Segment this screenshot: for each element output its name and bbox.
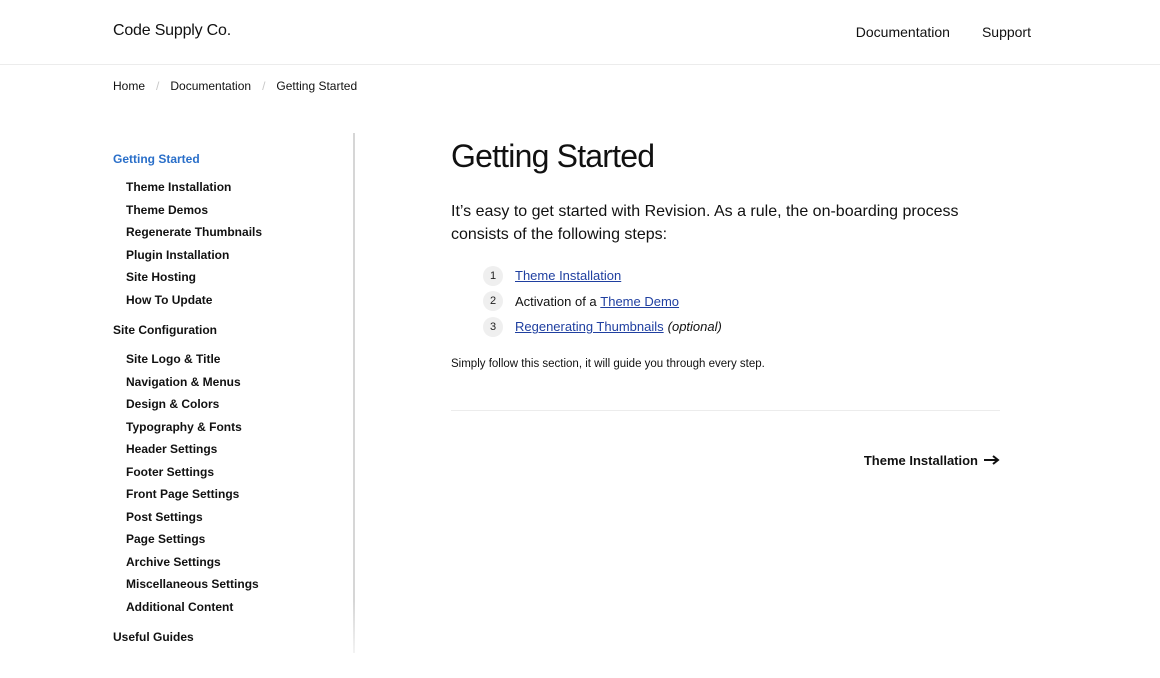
step-link-theme-installation[interactable]: Theme Installation — [515, 268, 622, 284]
sidebar-item-post-settings[interactable]: Post Settings — [126, 509, 203, 524]
list-item — [126, 203, 262, 226]
list-item — [126, 442, 259, 465]
step-text: Activation of a — [515, 293, 601, 309]
sidebar-item-navigation-menus[interactable]: Navigation & Menus — [126, 374, 241, 389]
arrow-right-icon — [984, 453, 1000, 468]
breadcrumb-separator: / — [262, 79, 266, 93]
list-item — [483, 314, 1000, 340]
guide-note: Simply follow this section, it will guide you through every step. — [451, 357, 765, 370]
list-item — [126, 532, 259, 555]
sidebar-item-archive-settings[interactable]: Archive Settings — [126, 554, 221, 569]
steps-list — [451, 263, 1000, 340]
sidebar-item-theme-installation[interactable]: Theme Installation — [126, 180, 232, 194]
sidebar-section-site-configuration[interactable]: Site Configuration — [113, 323, 217, 337]
brand-logo[interactable]: Code Supply Co. — [113, 22, 231, 39]
sidebar-item-page-settings[interactable]: Page Settings — [126, 532, 206, 546]
sidebar-item-site-logo-title[interactable]: Site Logo & Title — [126, 352, 221, 366]
step-link-theme-demo[interactable]: Theme Demo — [600, 293, 680, 309]
sidebar-item-plugin-installation[interactable]: Plugin Installation — [126, 247, 230, 262]
sidebar-list-site-configuration — [126, 352, 259, 622]
list-item — [126, 352, 259, 375]
breadcrumb-current: Getting Started — [276, 79, 358, 93]
page-title: Getting Started — [451, 138, 655, 174]
nav-documentation[interactable]: Documentation — [855, 24, 950, 40]
breadcrumb-documentation[interactable]: Documentation — [170, 79, 252, 93]
list-item — [126, 293, 262, 316]
sidebar-section-getting-started[interactable]: Getting Started — [113, 152, 200, 166]
list-item — [126, 600, 259, 623]
breadcrumb-separator: / — [156, 79, 160, 93]
sidebar-item-footer-settings[interactable]: Footer Settings — [126, 464, 215, 479]
list-item — [483, 263, 1000, 289]
sidebar-item-front-page-settings[interactable]: Front Page Settings — [126, 487, 240, 501]
section-divider — [451, 410, 1000, 411]
list-item — [483, 289, 1000, 315]
main-content — [451, 133, 1000, 468]
list-item — [126, 248, 262, 271]
sidebar-section-useful-guides[interactable]: Useful Guides — [113, 630, 194, 644]
list-item — [126, 487, 259, 510]
next-page-link[interactable] — [864, 453, 1000, 468]
list-item — [126, 510, 259, 533]
step-number-badge: 1 — [483, 266, 503, 286]
nav-support[interactable]: Support — [981, 24, 1031, 40]
sidebar-item-header-settings[interactable]: Header Settings — [126, 442, 218, 456]
list-item — [126, 225, 262, 248]
breadcrumb — [113, 79, 357, 93]
step-optional-note: (optional) — [667, 319, 722, 335]
list-item — [126, 180, 262, 203]
sidebar-item-design-colors[interactable]: Design & Colors — [126, 397, 220, 411]
list-item — [126, 420, 259, 443]
step-link-regenerating-thumbnails[interactable]: Regenerating Thumbnails — [515, 319, 664, 335]
list-item — [126, 555, 259, 578]
sidebar-list-getting-started — [126, 180, 262, 315]
site-header — [0, 0, 1160, 65]
sidebar-item-how-to-update[interactable]: How To Update — [126, 292, 213, 307]
sidebar-item-site-hosting[interactable]: Site Hosting — [126, 270, 197, 284]
list-item — [126, 397, 259, 420]
sidebar-item-theme-demos[interactable]: Theme Demos — [126, 202, 209, 217]
sidebar-item-regenerate-thumbnails[interactable]: Regenerate Thumbnails — [126, 225, 263, 239]
step-number-badge: 2 — [483, 291, 503, 311]
breadcrumb-home[interactable]: Home — [113, 79, 146, 93]
list-item — [126, 465, 259, 488]
list-item — [126, 577, 259, 600]
top-nav — [856, 24, 1031, 40]
step-number-badge: 3 — [483, 317, 503, 337]
sidebar-item-additional-content[interactable]: Additional Content — [126, 599, 234, 614]
sidebar-item-miscellaneous-settings[interactable]: Miscellaneous Settings — [126, 577, 259, 591]
docs-sidebar — [113, 133, 355, 653]
list-item — [126, 375, 259, 398]
next-page-label: Theme Installation — [863, 453, 978, 468]
intro-paragraph: It’s easy to get started with Revision. As a rule, the on-boarding process consists of the following steps: — [451, 203, 959, 243]
list-item — [126, 270, 262, 293]
sidebar-scroll-track — [353, 601, 355, 653]
sidebar-item-typography-fonts[interactable]: Typography & Fonts — [126, 419, 242, 434]
